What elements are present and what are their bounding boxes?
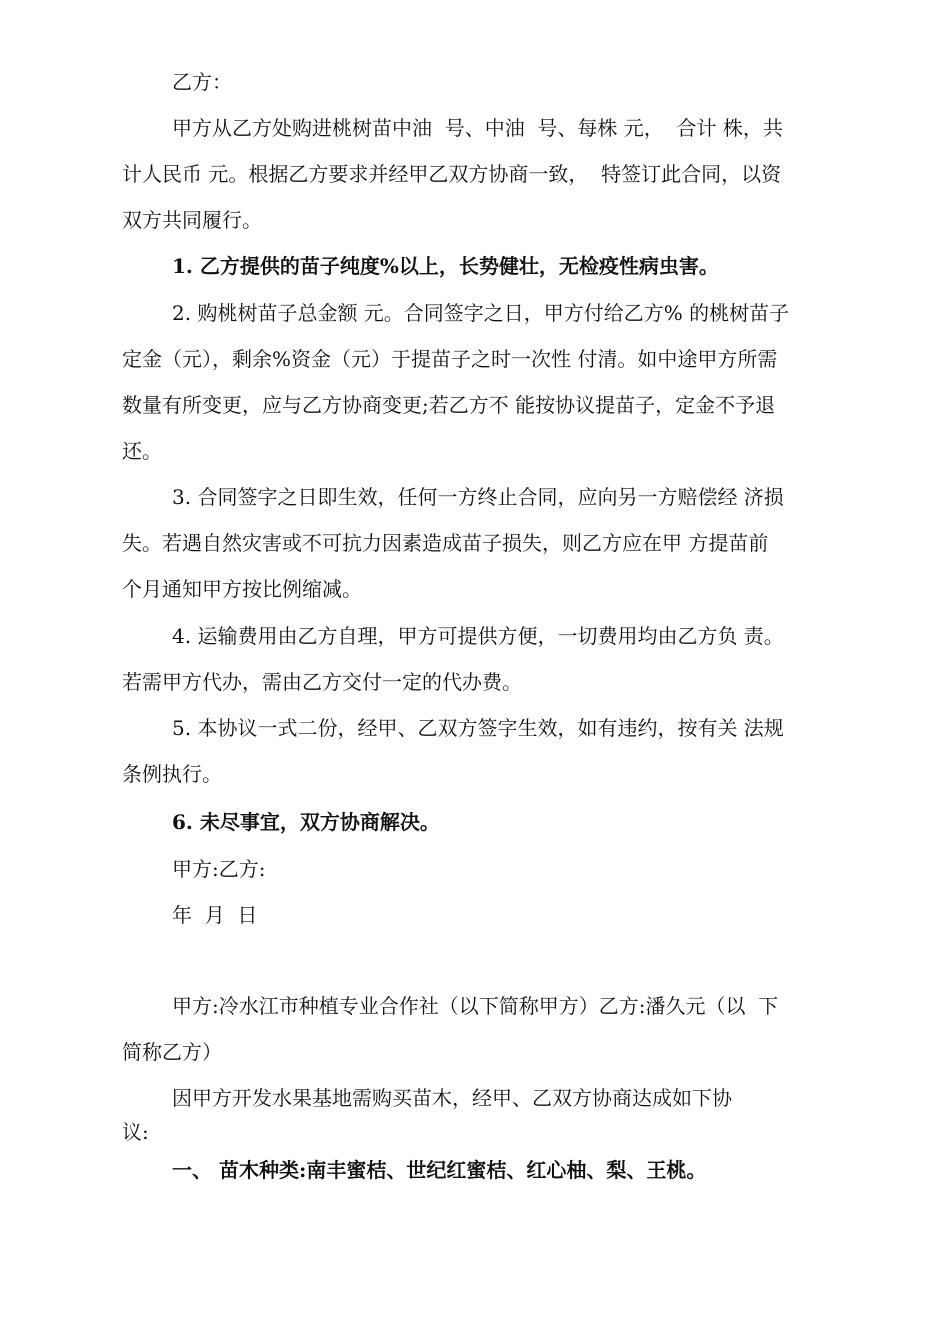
paragraph-intro-line-1: 甲方从乙方处购进桃树苗中油 号、中油 号、每株 元， 合计 株，共	[172, 116, 783, 140]
second-contract-parties-line-1: 甲方:冷水江市种植专业合作社（以下简称甲方）乙方:潘久元（以 下	[172, 994, 779, 1018]
signature-line: 甲方:乙方:	[172, 857, 266, 881]
clause-4-line-2: 若需甲方代办，需由乙方交付一定的代办费。	[122, 670, 522, 694]
second-contract-intro-line-1: 因甲方开发水果基地需购买苗木，经甲、乙双方协商达成如下协	[172, 1086, 732, 1110]
paragraph-intro-line-2: 计人民币 元。根据乙方要求并经甲乙双方协商一致， 特签订此合同，以资	[122, 162, 782, 186]
second-contract-parties-line-2: 简称乙方）	[122, 1040, 222, 1064]
clause-2-line-4: 还。	[122, 439, 162, 463]
clause-5-line-1: 5. 本协议一式二份，经甲、乙双方签字生效，如有违约，按有关 法规	[172, 716, 784, 740]
clause-6: 6. 未尽事宜，双方协商解决。	[172, 810, 440, 834]
clause-3-line-2: 失。若遇自然灾害或不可抗力因素造成苗子损失，则乙方应在甲 方提苗前	[122, 531, 769, 555]
clause-2-line-3: 数量有所变更，应与乙方协商变更;若乙方不 能按协议提苗子，定金不予退	[122, 393, 776, 417]
date-line: 年 月 日	[172, 903, 258, 927]
paragraph-intro-line-3: 双方共同履行。	[122, 208, 262, 232]
clause-2-line-2: 定金（元），剩余%资金（元）于提苗子之时一次性 付清。如中途甲方所需	[122, 347, 778, 371]
seedling-types-clause: 一、 苗木种类:南丰蜜桔、世纪红蜜桔、红心柚、梨、王桃。	[172, 1158, 707, 1182]
second-contract-intro-line-2: 议:	[122, 1120, 149, 1144]
clause-2-line-1: 2. 购桃树苗子总金额 元。合同签字之日，甲方付给乙方% 的桃树苗子	[172, 301, 790, 325]
clause-3-line-1: 3. 合同签字之日即生效，任何一方终止合同，应向另一方赔偿经 济损	[172, 485, 784, 509]
party-b-label: 乙方：	[172, 70, 232, 94]
clause-4-line-1: 4. 运输费用由乙方自理，甲方可提供方便，一切费用均由乙方负 责。	[172, 624, 784, 648]
clause-3-line-3: 个月通知甲方按比例缩减。	[122, 577, 362, 601]
clause-1: 1. 乙方提供的苗子纯度%以上，长势健壮，无检疫性病虫害。	[172, 254, 719, 278]
clause-5-line-2: 条例执行。	[122, 762, 222, 786]
